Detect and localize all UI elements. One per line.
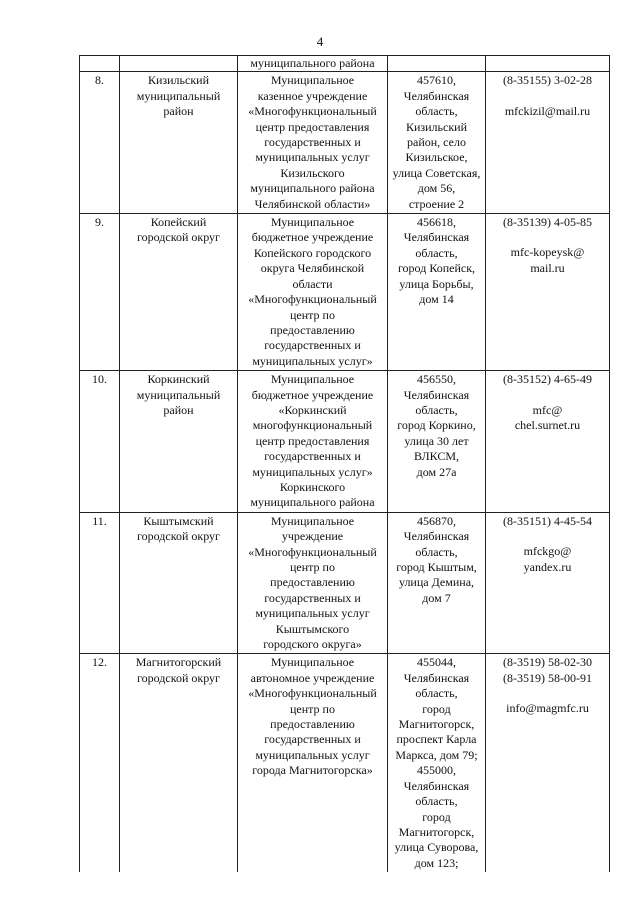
contact-cell — [486, 512, 610, 654]
number-cell: 12. — [80, 654, 120, 872]
email-line: mfckizil@mail.ru — [504, 103, 591, 118]
institution-line: муниципального района — [250, 495, 375, 510]
institution-line: «Коркинский — [278, 402, 347, 417]
address-line: дом 27а — [416, 464, 457, 479]
institution-line: городского округа» — [263, 637, 362, 652]
institution-line: муниципальных услуг — [255, 150, 370, 165]
address-line: область, — [415, 544, 458, 559]
name-line: муниципальный — [136, 88, 221, 103]
contact-cell — [486, 72, 610, 214]
phone-line: (8-35152) 4-65-49 — [503, 372, 592, 387]
institution-line: муниципальных услуг» — [252, 464, 373, 479]
address-line: город Коркино, — [397, 418, 476, 433]
name-line: Кыштымский — [143, 513, 214, 528]
table-row — [80, 512, 610, 654]
name-line: Копейский — [150, 215, 207, 230]
address-line: Магнитогорск, — [398, 717, 475, 732]
address-line: Кизильский — [405, 119, 468, 134]
institution-line: «Многофункциональный — [248, 544, 377, 559]
phone-line: (8-35139) 4-05-85 — [503, 215, 592, 230]
address-cell — [388, 214, 486, 371]
institution-line: Кыштымского — [275, 621, 350, 636]
address-line: проспект Карла — [396, 732, 477, 747]
mfc-registry-table — [79, 55, 610, 872]
institution-line: «Многофункциональный — [248, 686, 377, 701]
institution-line: учреждение — [281, 529, 344, 544]
table-row — [80, 371, 610, 513]
name-line: городской округ — [137, 670, 220, 685]
name-line: городской округ — [137, 230, 220, 245]
phone-line: (8-35151) 4-45-54 — [503, 513, 592, 528]
email-line: mfc-kopeysk@ — [510, 245, 585, 260]
institution-line: центр по — [290, 307, 335, 322]
address-line: улица Борьбы, — [399, 276, 474, 291]
institution-line: предоставлению — [270, 575, 355, 590]
institution-line: муниципального района — [250, 181, 375, 196]
address-cell — [388, 371, 486, 513]
address-line: Маркса, дом 79; — [395, 747, 478, 762]
name-line: городской округ — [137, 529, 220, 544]
institution-line: Муниципальное — [270, 73, 355, 88]
table-row — [80, 214, 610, 371]
address-line: 457610, — [417, 73, 456, 88]
email-line: yandex.ru — [523, 559, 572, 574]
institution-line: бюджетное учреждение — [251, 230, 374, 245]
address-line: 455044, — [417, 655, 456, 670]
number-cell: 8. — [80, 72, 120, 214]
name-line: Коркинский — [147, 372, 210, 387]
institution-line: «Многофункциональный — [248, 292, 377, 307]
address-line: область, — [415, 104, 458, 119]
institution-line: предоставлению — [270, 322, 355, 337]
address-line: область, — [415, 402, 458, 417]
address-cell — [388, 512, 486, 654]
address-line: Челябинская — [403, 670, 470, 685]
institution-line: Копейского городского — [253, 245, 372, 260]
address-line: дом 56, — [417, 181, 456, 196]
institution-cell — [238, 512, 388, 654]
name-line: район — [163, 104, 194, 119]
institution-line: муниципального района — [250, 56, 375, 70]
address-line: строение 2 — [408, 196, 465, 211]
institution-line: казенное учреждение — [257, 88, 368, 103]
institution-line: Муниципальное — [270, 655, 355, 670]
institution-line: муниципальных услуг — [255, 747, 370, 762]
contact-spacer — [488, 230, 607, 245]
continuation-row — [80, 56, 610, 72]
name-cell — [120, 214, 238, 371]
phone-line: (8-3519) 58-02-30 — [503, 655, 592, 670]
institution-line: центр предоставления — [255, 119, 370, 134]
institution-line: Муниципальное — [270, 215, 355, 230]
address-line: улица 30 лет — [404, 433, 469, 448]
contact-cell — [486, 371, 610, 513]
contact-spacer — [488, 529, 607, 544]
institution-line: Муниципальное — [270, 372, 355, 387]
name-cell — [120, 56, 238, 72]
institution-line: города Магнитогорска» — [252, 763, 373, 778]
contact-spacer — [488, 686, 607, 701]
number-cell: 9. — [80, 214, 120, 371]
name-cell — [120, 654, 238, 872]
address-line: Челябинская — [403, 387, 470, 402]
institution-line: центр предоставления — [255, 433, 370, 448]
registry-body — [80, 56, 610, 873]
institution-line: Кизильского — [280, 165, 345, 180]
institution-line: области — [292, 276, 333, 291]
address-line: улица Советская, — [392, 165, 481, 180]
address-line: 456870, — [417, 513, 456, 528]
contact-cell — [486, 56, 610, 72]
institution-line: Муниципальное — [270, 513, 355, 528]
institution-line: многофункциональный — [252, 418, 373, 433]
institution-cell — [238, 72, 388, 214]
address-cell — [388, 56, 486, 72]
institution-line: государственных и — [264, 732, 361, 747]
institution-cell — [238, 654, 388, 872]
address-line: улица Суворова, — [394, 840, 479, 855]
number-cell — [80, 56, 120, 72]
institution-line: муниципальных услуг» — [252, 353, 373, 368]
name-line: Кизильский — [147, 73, 210, 88]
address-line: дом 7 — [422, 590, 451, 605]
address-line: Челябинская — [403, 230, 470, 245]
name-line: муниципальный — [136, 387, 221, 402]
institution-line: государственных и — [264, 590, 361, 605]
institution-line: Челябинской области» — [254, 196, 371, 211]
email-line: mfckgo@ — [523, 544, 572, 559]
name-line: район — [163, 402, 194, 417]
address-line: город Копейск, — [397, 261, 476, 276]
phone-line: (8-35155) 3-02-28 — [503, 73, 592, 88]
address-line: дом 123; — [414, 855, 459, 870]
number-cell: 11. — [80, 512, 120, 654]
contact-spacer — [488, 89, 607, 104]
institution-cell — [238, 214, 388, 371]
name-cell — [120, 512, 238, 654]
page-number: 4 — [316, 34, 324, 49]
address-line: город — [422, 701, 451, 716]
table-row — [80, 72, 610, 214]
address-cell — [388, 654, 486, 872]
address-cell — [388, 72, 486, 214]
institution-line: муниципальных услуг — [255, 606, 370, 621]
institution-line: государственных и — [264, 135, 361, 150]
institution-line: государственных и — [264, 449, 361, 464]
address-line: Челябинская — [403, 529, 470, 544]
institution-line: «Многофункциональный — [248, 104, 377, 119]
number-cell: 10. — [80, 371, 120, 513]
address-line: область, — [415, 686, 458, 701]
address-line: область, — [415, 794, 458, 809]
address-line: город Кыштым, — [396, 560, 477, 574]
institution-line: Коркинского — [279, 479, 346, 494]
email-line: mail.ru — [530, 260, 565, 275]
address-line: дом 14 — [419, 292, 454, 307]
name-cell — [120, 371, 238, 513]
address-line: район, село — [407, 135, 466, 150]
email-line: mfc@ — [532, 402, 563, 417]
table-row — [80, 654, 610, 872]
address-line: Челябинская — [403, 778, 470, 793]
address-line: Магнитогорск, — [398, 824, 475, 839]
institution-line: бюджетное учреждение — [251, 387, 374, 402]
contact-cell — [486, 214, 610, 371]
address-line: ВЛКСМ, — [413, 449, 460, 464]
address-line: Кизильское, — [405, 150, 468, 165]
institution-line: центр по — [290, 560, 335, 574]
name-line: Магнитогорский — [135, 655, 222, 670]
institution-line: округа Челябинской — [260, 261, 365, 276]
address-line: 456618, — [417, 215, 456, 230]
address-line: 455000, — [417, 763, 456, 778]
name-cell — [120, 72, 238, 214]
address-line: улица Демина, — [398, 575, 475, 590]
institution-line: государственных и — [264, 338, 361, 353]
institution-line: центр по — [290, 701, 335, 716]
contact-spacer — [488, 388, 607, 403]
email-line: chel.surnet.ru — [514, 417, 581, 432]
address-line: 456550, — [417, 372, 456, 387]
contact-cell — [486, 654, 610, 872]
address-line: Челябинская — [403, 88, 470, 103]
address-line: область, — [415, 245, 458, 260]
institution-cell — [238, 371, 388, 513]
institution-cell — [238, 56, 388, 72]
email-line: info@magmfc.ru — [506, 701, 589, 716]
institution-line: автономное учреждение — [250, 670, 375, 685]
institution-line: предоставлению — [270, 717, 355, 732]
address-line: город — [422, 809, 451, 824]
phone-line: (8-3519) 58-00-91 — [503, 670, 592, 685]
